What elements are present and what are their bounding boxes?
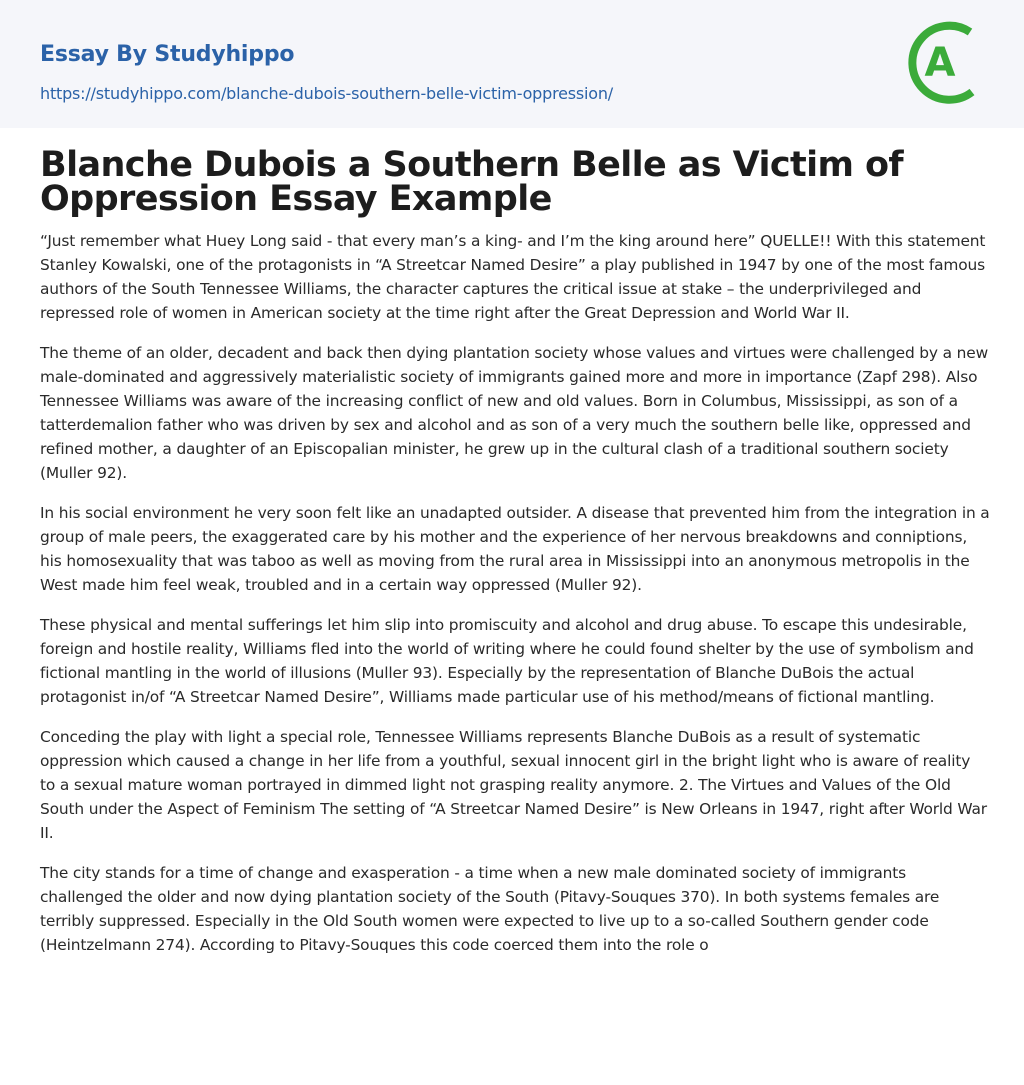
site-brand[interactable]: Essay By Studyhippo bbox=[40, 42, 295, 67]
studyhippo-logo-icon[interactable] bbox=[908, 18, 988, 106]
article-paragraph: The theme of an older, decadent and back then dying plantation society whose values and virtues were challenged by a new male-dominated and aggressively materialistic society of immigrants gained more and more in importance (Zapf 298). Also Tennessee Williams was aware of the increasing conflict of new and old values. Born in Columbus, Mississippi, as son of a tatterdemalion father who was driven by sex and alcohol and as son of a very much the southern belle like, oppressed and refined mother, a daughter of an Episcopalian minister, he grew up in the cultural clash of a traditional southern society (Muller 92). bbox=[40, 344, 989, 482]
site-header bbox=[0, 0, 1024, 128]
article-body bbox=[40, 229, 990, 973]
article-paragraph: “Just remember what Huey Long said - that every man’s a king- and I’m the king around here” QUELLE!! With this statement Stanley Kowalski, one of the protagonists in “A Streetcar Named Desire” a play published in 1947 by one of the most famous authors of the South Tennessee Williams, the character captures the critical issue at stake – the underprivileged and repressed role of women in American society at the time right after the Great Depression and World War II. bbox=[40, 232, 986, 322]
article-title: Blanche Dubois a Southern Belle as Victim of Oppression Essay Example bbox=[40, 145, 904, 219]
article-paragraph: Conceding the play with light a special role, Tennessee Williams represents Blanche DuBois as a result of systematic oppression which caused a change in her life from a youthful, sexual innocent girl in the bright light who is aware of reality to a sexual mature woman portrayed in dimmed light not grasping reality anymore. 2. The Virtues and Values of the Old South under the Aspect of Feminism The setting of “A Streetcar Named Desire” is New Orleans in 1947, right after World War II. bbox=[40, 728, 987, 842]
logo-letter: A bbox=[924, 40, 956, 86]
article-paragraph: The city stands for a time of change and exasperation - a time when a new male dominated society of immigrants challenged the older and now dying plantation society of the South (Pitavy-Souques 370). In both systems females are terribly suppressed. Especially in the Old South women were expected to live up to a so-called Southern gender code (Heintzelmann 274). According to Pitavy-Souques this code coerced them into the role o bbox=[40, 864, 940, 954]
article-paragraph: These physical and mental sufferings let him slip into promiscuity and alcohol and drug abuse. To escape this undesirable, foreign and hostile reality, Williams fled into the world of writing where he could found shelter by the use of symbolism and fictional mantling in the world of illusions (Muller 93). Especially by the representation of Blanche DuBois the actual protagonist in/of “A Streetcar Named Desire”, Williams made particular use of his method/means of fictional mantling. bbox=[40, 616, 974, 706]
article-paragraph: In his social environment he very soon felt like an unadapted outsider. A disease that prevented him from the integration in a group of male peers, the exaggerated care by his mother and the experience of her nervous breakdowns and conniptions, his homosexuality that was taboo as well as moving from the rural area in Mississippi into an anonymous metropolis in the West made him feel weak, troubled and in a certain way oppressed (Muller 92). bbox=[40, 504, 990, 594]
page-url-link[interactable]: https://studyhippo.com/blanche-dubois-southern-belle-victim-oppression/ bbox=[40, 84, 613, 103]
